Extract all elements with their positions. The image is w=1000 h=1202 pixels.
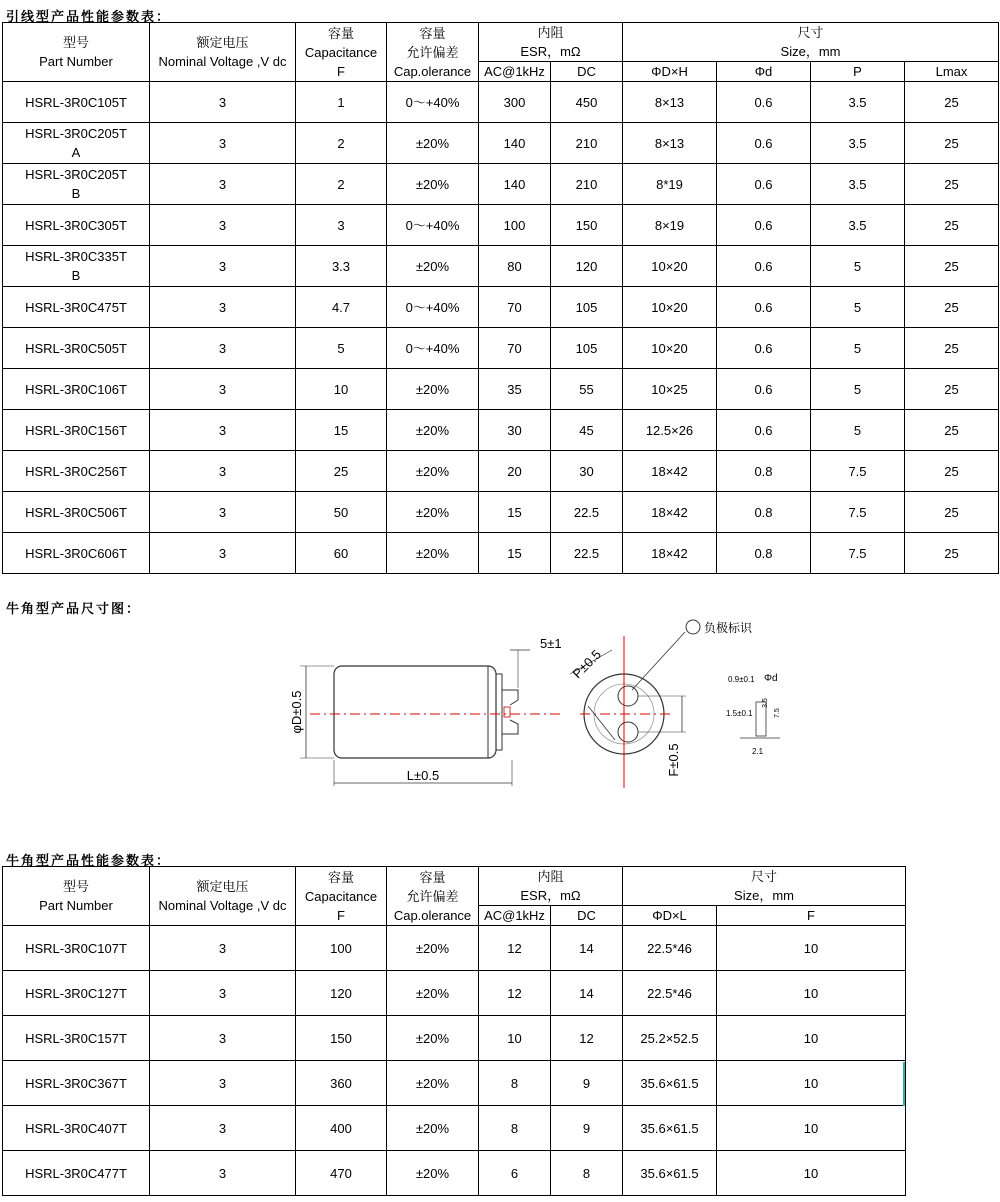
cell-voltage: 3 (150, 971, 296, 1016)
cell-esr-ac: 70 (479, 328, 551, 369)
cell-voltage: 3 (150, 205, 296, 246)
cell-esr-ac: 70 (479, 287, 551, 328)
cell-voltage: 3 (150, 410, 296, 451)
table-row (3, 287, 999, 328)
cell-part-number: HSRL-3R0C127T (3, 971, 150, 1016)
cell-dim-p: 7.5 (811, 492, 905, 533)
dim-f-label: F±0.5 (666, 743, 681, 777)
detail-slot-label: 3.5 (762, 698, 769, 708)
cell-part-number: HSRL-3R0C506T (3, 492, 150, 533)
table-row (3, 1106, 906, 1151)
cell-dim-dh: 12.5×26 (623, 410, 717, 451)
table-row (3, 410, 999, 451)
cell-esr-dc: 210 (551, 164, 623, 205)
cell-esr-dc: 45 (551, 410, 623, 451)
selection-edge-marker (903, 1062, 905, 1106)
cell-dim-dh: 10×25 (623, 369, 717, 410)
detail-height-label: 7.5 (774, 708, 781, 718)
header-esr: 内阻 ESR，mΩ (479, 23, 623, 62)
cell-tolerance: 0～+40% (387, 287, 479, 328)
cell-dim-f: 10 (717, 1106, 906, 1151)
cell-voltage: 3 (150, 533, 296, 574)
cell-dim-p: 5 (811, 246, 905, 287)
detail-thickness-label: 0.9±0.1 (728, 675, 755, 684)
cell-capacitance: 470 (296, 1151, 387, 1196)
cell-dim-dh: 18×42 (623, 533, 717, 574)
cell-dim-dl: 35.6×61.5 (623, 1106, 717, 1151)
cell-dim-dh: 8×19 (623, 205, 717, 246)
cell-voltage: 3 (150, 1016, 296, 1061)
header-dim-lmax: Lmax (905, 62, 999, 82)
cell-dim-d: 0.8 (717, 492, 811, 533)
cell-esr-ac: 15 (479, 533, 551, 574)
cell-dim-dh: 8*19 (623, 164, 717, 205)
cell-capacitance: 3 (296, 205, 387, 246)
detail-phid-label: Φd (764, 673, 778, 684)
detail-base-label: 2.1 (752, 747, 764, 756)
cell-dim-dh: 8×13 (623, 82, 717, 123)
table-row (3, 533, 999, 574)
table-row (3, 451, 999, 492)
cell-esr-dc: 8 (551, 1151, 623, 1196)
table-row (3, 926, 906, 971)
cell-tolerance: ±20% (387, 492, 479, 533)
cell-dim-lmax: 25 (905, 410, 999, 451)
cell-esr-dc: 22.5 (551, 492, 623, 533)
cell-dim-p: 3.5 (811, 82, 905, 123)
cell-dim-d: 0.8 (717, 451, 811, 492)
cell-capacitance: 120 (296, 971, 387, 1016)
cell-dim-dl: 35.6×61.5 (623, 1061, 717, 1106)
cell-part-number: HSRL-3R0C157T (3, 1016, 150, 1061)
cell-part-number: HSRL-3R0C335T B (3, 246, 150, 287)
table-row (3, 82, 999, 123)
table-row (3, 1151, 906, 1196)
header-dim-d: Φd (717, 62, 811, 82)
cell-part-number: HSRL-3R0C106T (3, 369, 150, 410)
cell-dim-dh: 18×42 (623, 492, 717, 533)
cell-capacitance: 4.7 (296, 287, 387, 328)
cell-tolerance: ±20% (387, 1106, 479, 1151)
cell-dim-f: 10 (717, 1016, 906, 1061)
cell-esr-dc: 450 (551, 82, 623, 123)
header-voltage: 额定电压 Nominal Voltage ,V dc (150, 23, 296, 82)
cell-dim-p: 5 (811, 287, 905, 328)
cell-capacitance: 60 (296, 533, 387, 574)
header-tolerance: 容量 允许偏差 Cap.olerance (387, 23, 479, 82)
header-esr: 内阻 ESR，mΩ (479, 867, 623, 906)
dim-length-label: L±0.5 (406, 768, 440, 783)
header-esr-ac: AC@1kHz (479, 906, 551, 926)
cell-part-number: HSRL-3R0C505T (3, 328, 150, 369)
cell-dim-lmax: 25 (905, 533, 999, 574)
cell-tolerance: 0～+40% (387, 82, 479, 123)
cell-esr-ac: 300 (479, 82, 551, 123)
cell-dim-p: 3.5 (811, 205, 905, 246)
cell-dim-f: 10 (717, 926, 906, 971)
header-esr-dc: DC (551, 906, 623, 926)
header-esr-ac: AC@1kHz (479, 62, 551, 82)
cell-capacitance: 2 (296, 123, 387, 164)
table-row (3, 123, 999, 164)
header-dim-p: P (811, 62, 905, 82)
header-esr-dc: DC (551, 62, 623, 82)
cell-dim-f: 10 (717, 1151, 906, 1196)
dim-pitch-label: P±0.5 (569, 646, 605, 682)
cell-dim-p: 3.5 (811, 123, 905, 164)
cell-voltage: 3 (150, 451, 296, 492)
cell-dim-d: 0.6 (717, 164, 811, 205)
cell-dim-dh: 10×20 (623, 246, 717, 287)
cell-esr-ac: 6 (479, 1151, 551, 1196)
cell-esr-ac: 30 (479, 410, 551, 451)
header-size: 尺寸 Size，mm (623, 23, 999, 62)
cell-part-number: HSRL-3R0C105T (3, 82, 150, 123)
cell-dim-lmax: 25 (905, 492, 999, 533)
cell-esr-dc: 105 (551, 287, 623, 328)
table-row (3, 1061, 906, 1106)
cell-part-number: HSRL-3R0C205T B (3, 164, 150, 205)
cell-capacitance: 400 (296, 1106, 387, 1151)
section-title-snap-in-spec: 牛角型产品性能参数表： (6, 854, 172, 869)
cell-voltage: 3 (150, 369, 296, 410)
cell-dim-dl: 25.2×52.5 (623, 1016, 717, 1061)
cell-dim-d: 0.6 (717, 123, 811, 164)
header-dim-dl: ΦD×L (623, 906, 717, 926)
cell-voltage: 3 (150, 82, 296, 123)
cell-dim-d: 0.6 (717, 287, 811, 328)
cell-dim-p: 5 (811, 369, 905, 410)
cell-tolerance: ±20% (387, 1061, 479, 1106)
cell-esr-dc: 14 (551, 971, 623, 1016)
dim-diameter-label: φD±0.5 (289, 690, 304, 734)
table-row (3, 369, 999, 410)
cell-esr-ac: 12 (479, 926, 551, 971)
cell-dim-p: 3.5 (811, 164, 905, 205)
cell-dim-lmax: 25 (905, 287, 999, 328)
cell-capacitance: 100 (296, 926, 387, 971)
header-dim-f: F (717, 906, 906, 926)
cell-capacitance: 360 (296, 1061, 387, 1106)
cell-part-number: HSRL-3R0C107T (3, 926, 150, 971)
cell-tolerance: ±20% (387, 926, 479, 971)
cell-esr-dc: 9 (551, 1106, 623, 1151)
table-row (3, 492, 999, 533)
cell-dim-p: 5 (811, 328, 905, 369)
cell-dim-lmax: 25 (905, 205, 999, 246)
cell-dim-d: 0.6 (717, 328, 811, 369)
cell-voltage: 3 (150, 1061, 296, 1106)
cell-dim-dl: 22.5*46 (623, 926, 717, 971)
negative-mark-icon (686, 620, 700, 634)
header-size: 尺寸 Size，mm (623, 867, 906, 906)
cell-tolerance: ±20% (387, 410, 479, 451)
cell-dim-d: 0.6 (717, 369, 811, 410)
cell-voltage: 3 (150, 492, 296, 533)
cell-dim-lmax: 25 (905, 164, 999, 205)
cell-esr-ac: 20 (479, 451, 551, 492)
cell-tolerance: ±20% (387, 451, 479, 492)
snap-in-spec-table (2, 866, 906, 1196)
cell-esr-dc: 210 (551, 123, 623, 164)
cell-tolerance: ±20% (387, 246, 479, 287)
lead-type-spec-table (2, 22, 999, 574)
cell-esr-ac: 140 (479, 164, 551, 205)
cell-esr-dc: 150 (551, 205, 623, 246)
cell-tolerance: ±20% (387, 164, 479, 205)
cell-esr-ac: 10 (479, 1016, 551, 1061)
cell-dim-d: 0.6 (717, 205, 811, 246)
cell-voltage: 3 (150, 328, 296, 369)
cell-capacitance: 25 (296, 451, 387, 492)
cell-dim-p: 7.5 (811, 533, 905, 574)
cell-dim-dh: 8×13 (623, 123, 717, 164)
cell-voltage: 3 (150, 123, 296, 164)
header-part-number: 型号 Part Number (3, 867, 150, 926)
snap-in-dimension-drawing (270, 610, 790, 790)
table-row (3, 328, 999, 369)
table-row (3, 1016, 906, 1061)
cell-voltage: 3 (150, 926, 296, 971)
cell-part-number: HSRL-3R0C305T (3, 205, 150, 246)
cell-part-number: HSRL-3R0C477T (3, 1151, 150, 1196)
cell-capacitance: 3.3 (296, 246, 387, 287)
section-title-lead-type: 引线型产品性能参数表： (6, 10, 172, 25)
cell-dim-lmax: 25 (905, 369, 999, 410)
cell-esr-dc: 55 (551, 369, 623, 410)
cell-capacitance: 150 (296, 1016, 387, 1061)
cell-part-number: HSRL-3R0C606T (3, 533, 150, 574)
cell-dim-d: 0.6 (717, 82, 811, 123)
cell-voltage: 3 (150, 164, 296, 205)
cell-dim-f: 10 (717, 1061, 906, 1106)
cell-voltage: 3 (150, 246, 296, 287)
cell-dim-d: 0.6 (717, 410, 811, 451)
dim-pin-length-label: 5±1 (540, 636, 562, 651)
cell-voltage: 3 (150, 1151, 296, 1196)
cell-dim-lmax: 25 (905, 246, 999, 287)
cell-tolerance: ±20% (387, 1016, 479, 1061)
cell-capacitance: 1 (296, 82, 387, 123)
header-tolerance: 容量 允许偏差 Cap.olerance (387, 867, 479, 926)
cell-esr-dc: 30 (551, 451, 623, 492)
cell-esr-dc: 9 (551, 1061, 623, 1106)
cell-dim-f: 10 (717, 971, 906, 1016)
cell-dim-dl: 35.6×61.5 (623, 1151, 717, 1196)
cell-tolerance: ±20% (387, 971, 479, 1016)
cell-tolerance: ±20% (387, 369, 479, 410)
cell-tolerance: ±20% (387, 533, 479, 574)
cell-esr-ac: 80 (479, 246, 551, 287)
cell-dim-p: 5 (811, 410, 905, 451)
header-dim-dh: ΦD×H (623, 62, 717, 82)
cell-part-number: HSRL-3R0C256T (3, 451, 150, 492)
cell-tolerance: ±20% (387, 1151, 479, 1196)
detail-width-label: 1.5±0.1 (726, 709, 753, 718)
cell-dim-p: 7.5 (811, 451, 905, 492)
cell-esr-dc: 22.5 (551, 533, 623, 574)
table-row (3, 205, 999, 246)
cell-part-number: HSRL-3R0C407T (3, 1106, 150, 1151)
cell-dim-dh: 18×42 (623, 451, 717, 492)
cell-dim-dl: 22.5*46 (623, 971, 717, 1016)
section-title-snap-in-drawing: 牛角型产品尺寸图： (6, 602, 142, 617)
cell-voltage: 3 (150, 287, 296, 328)
cell-part-number: HSRL-3R0C205T A (3, 123, 150, 164)
table-row (3, 246, 999, 287)
cell-capacitance: 10 (296, 369, 387, 410)
cell-dim-lmax: 25 (905, 82, 999, 123)
cell-esr-dc: 120 (551, 246, 623, 287)
table-row (3, 164, 999, 205)
cell-tolerance: 0～+40% (387, 328, 479, 369)
cell-dim-d: 0.6 (717, 246, 811, 287)
table-row (3, 971, 906, 1016)
cell-esr-ac: 8 (479, 1106, 551, 1151)
cell-capacitance: 50 (296, 492, 387, 533)
cell-esr-dc: 14 (551, 926, 623, 971)
header-part-number: 型号 Part Number (3, 23, 150, 82)
cell-esr-ac: 35 (479, 369, 551, 410)
cell-esr-ac: 8 (479, 1061, 551, 1106)
cell-capacitance: 15 (296, 410, 387, 451)
cell-esr-dc: 105 (551, 328, 623, 369)
cell-dim-dh: 10×20 (623, 328, 717, 369)
cell-part-number: HSRL-3R0C156T (3, 410, 150, 451)
cell-part-number: HSRL-3R0C475T (3, 287, 150, 328)
cell-capacitance: 5 (296, 328, 387, 369)
cell-esr-ac: 140 (479, 123, 551, 164)
cell-esr-ac: 100 (479, 205, 551, 246)
header-capacitance: 容量 Capacitance F (296, 867, 387, 926)
cell-dim-dh: 10×20 (623, 287, 717, 328)
cell-capacitance: 2 (296, 164, 387, 205)
cell-voltage: 3 (150, 1106, 296, 1151)
cell-tolerance: ±20% (387, 123, 479, 164)
cell-part-number: HSRL-3R0C367T (3, 1061, 150, 1106)
cell-esr-ac: 15 (479, 492, 551, 533)
cell-dim-lmax: 25 (905, 123, 999, 164)
header-capacitance: 容量 Capacitance F (296, 23, 387, 82)
cell-esr-ac: 12 (479, 971, 551, 1016)
cell-dim-lmax: 25 (905, 451, 999, 492)
cell-dim-lmax: 25 (905, 328, 999, 369)
cell-tolerance: 0～+40% (387, 205, 479, 246)
negative-mark-label: 负极标识 (704, 621, 753, 635)
cell-esr-dc: 12 (551, 1016, 623, 1061)
cell-dim-d: 0.8 (717, 533, 811, 574)
header-voltage: 额定电压 Nominal Voltage ,V dc (150, 867, 296, 926)
